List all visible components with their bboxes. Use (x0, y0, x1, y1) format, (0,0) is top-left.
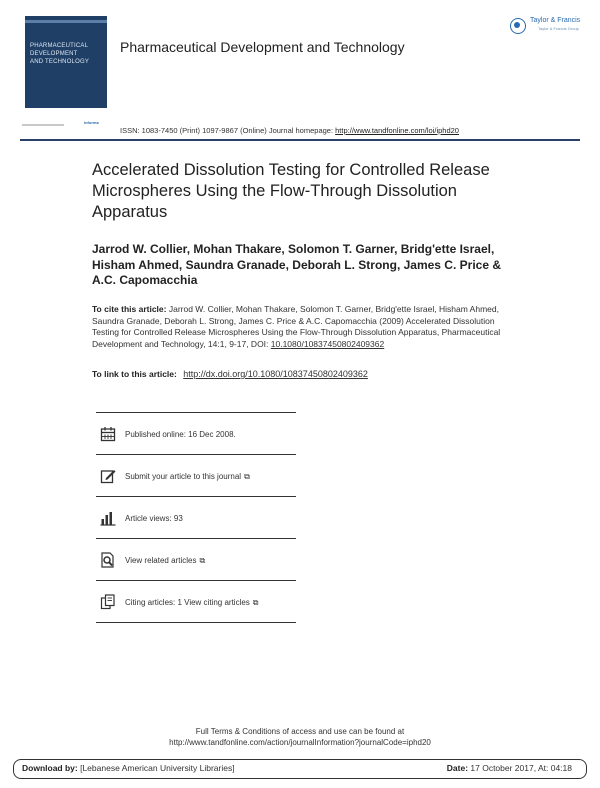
related-articles-row[interactable] (96, 539, 296, 581)
header-rule (20, 139, 580, 141)
publisher-logo-subtext: Taylor & Francis Group (538, 26, 579, 31)
download-by (22, 763, 235, 773)
download-date-label: Date: (446, 763, 469, 773)
download-date-value: 17 October 2017, At: 04:18 (468, 763, 572, 773)
external-link-icon: ⧉ (199, 556, 206, 565)
citing-articles-row[interactable] (96, 581, 296, 623)
terms-note (0, 726, 600, 748)
pencil-icon (100, 468, 116, 484)
download-by-value: [Lebanese American University Libraries] (77, 763, 235, 773)
citing-icon (100, 594, 116, 610)
terms-line-1: Full Terms & Conditions of access and use can be found at (195, 727, 405, 736)
citation-label: To cite this article: (92, 304, 169, 314)
terms-url-link[interactable]: http://www.tandfonline.com/action/journalInformation?journalCode=iphd20 (169, 738, 431, 747)
article-authors: Jarrod W. Collier, Mohan Thakare, Solomon T. Garner, Bridg'ette Israel, Hisham Ahmed, Saundra Granade, Deborah L. Strong, James C. Price & A.C. Capomacchia (92, 242, 501, 287)
issn-line (120, 126, 459, 135)
citing-articles-link[interactable] (125, 598, 259, 608)
publisher-logo-icon (510, 18, 526, 34)
journal-cover-image (25, 16, 107, 108)
external-link-icon: ⧉ (244, 472, 250, 481)
submit-article-link[interactable] (125, 472, 250, 482)
calendar-icon (100, 426, 116, 442)
citation-block (92, 304, 512, 350)
cover-title: PHARMACEUTICAL DEVELOPMENT AND TECHNOLOGY (30, 43, 90, 65)
related-articles-label: View related articles (125, 556, 197, 565)
submit-article-row[interactable] (96, 455, 296, 497)
citation-text: Jarrod W. Collier, Mohan Thakare, Solomon T. Garner, Bridg'ette Israel, Hisham Ahmed, Saundra Granade, Deborah L. Strong, James C. Price & A.C. Capomacchia (2009) Accelerated Dissolution Testing for Controlled Release Microspheres Using the Flow-Through Dissolution Apparatus, Pharmaceutical Development and Technology, 14:1, 9-17, DOI: (92, 304, 501, 349)
article-views-label: Article views: 93 (125, 514, 183, 523)
published-online-row (96, 413, 296, 455)
bar-chart-icon (100, 510, 116, 526)
download-info-bar (13, 759, 587, 779)
journal-title: Pharmaceutical Development and Technology (120, 39, 405, 55)
publisher-logo-text: Taylor & Francis (530, 17, 581, 24)
article-link-label: To link to this article: (92, 369, 180, 379)
article-views-row (96, 497, 296, 539)
article-title: Accelerated Dissolution Testing for Controlled Release Microspheres Using the Flow-Through Dissolution Apparatus (92, 161, 490, 221)
informa-logo: informa (84, 120, 99, 125)
article-link-url[interactable]: http://dx.doi.org/10.1080/10837450802409362 (183, 369, 368, 379)
citing-articles-label: Citing articles: 1 View citing articles (125, 598, 250, 607)
download-date (447, 763, 572, 773)
related-articles-link[interactable] (125, 556, 205, 566)
journal-homepage-link[interactable]: http://www.tandfonline.com/loi/iphd20 (335, 126, 459, 135)
article-link-line (92, 369, 368, 379)
issn-text: ISSN: 1083-7450 (Print) 1097-9867 (Online) Journal homepage: (120, 126, 336, 135)
submit-article-label: Submit your article to this journal (125, 472, 242, 481)
small-mark-line (22, 124, 64, 126)
published-online-label: Published online: 16 Dec 2008. (125, 430, 236, 439)
cover-band (25, 20, 107, 23)
publisher-logo (510, 17, 594, 35)
external-link-icon: ⧉ (252, 598, 259, 607)
magnifier-icon (100, 552, 116, 568)
download-by-label: Download by: (22, 763, 78, 773)
citation-doi-link[interactable]: 10.1080/10837450802409362 (270, 338, 385, 349)
